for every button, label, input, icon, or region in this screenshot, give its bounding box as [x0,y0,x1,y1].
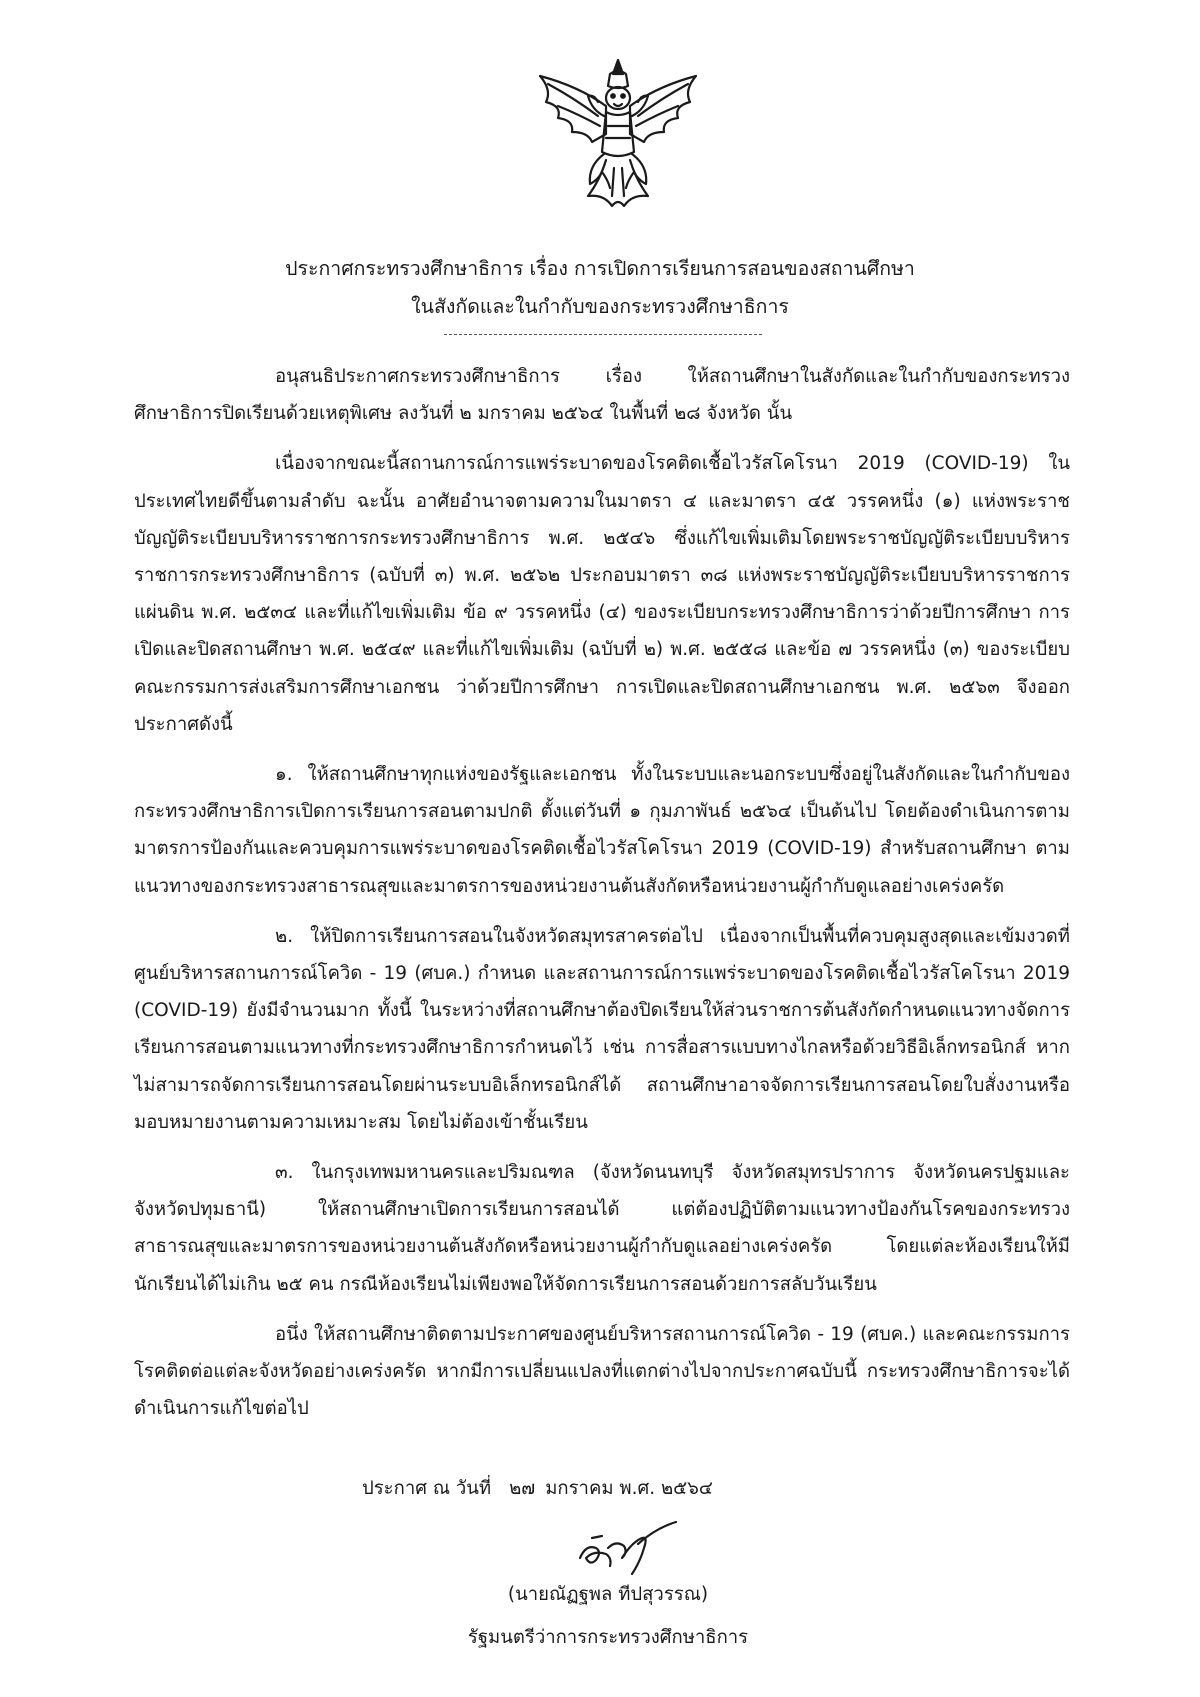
date-day: ๒๗ [509,1478,536,1499]
announcement-body [134,358,1070,1440]
paragraph-item-1: ๑. ให้สถานศึกษาทุกแห่งของรัฐและเอกชน ทั้งในระบบและนอกระบบซึ่งอยู่ในสังกัดและในกำกับของกระทรวงศึกษาธิการเปิดการเรียนการสอนตามปกติ ตั้งแต่วันที่ ๑ กุมภาพันธ์ ๒๕๖๔ เป็นต้นไป โดยต้องดำเนินการตามมาตรการป้องกันและควบคุมการแพร่ระบาดของโรคติดเชื้อไวรัสโคโรนา 2019 (COVID-19) สำหรับสถานศึกษา ตามแนวทางของกระทรวงสาธารณสุขและมาตรการของหน่วยงานต้นสังกัดหรือหน่วยงานผู้กำกับดูแลอย่างเคร่งครัด [134,764,1070,897]
paragraph-note: อนึ่ง ให้สถานศึกษาติดตามประกาศของศูนย์บริหารสถานการณ์โควิด - 19 (ศบค.) และคณะกรรมการโรคติดต่อแต่ละจังหวัดอย่างเคร่งครัด หากมีการเปลี่ยนแปลงที่แตกต่างไปจากประกาศฉบับนี้ กระทรวงศึกษาธิการจะได้ดำเนินการแก้ไขต่อไป [134,1323,1070,1420]
handwritten-signature-icon [572,1518,682,1578]
title-line-2: ในสังกัดและในกำกับของกระทรวงศึกษาธิการ [411,295,789,318]
garuda-emblem-icon [518,56,718,214]
paragraph-authority: เนื่องจากขณะนี้สถานการณ์การแพร่ระบาดของโรคติดเชื้อไวรัสโคโรนา 2019 (COVID-19) ในประเทศไทยดีขึ้นตามลำดับ ฉะนั้น อาศัยอำนาจตามความในมาตรา ๔ และมาตรา ๔๕ วรรคหนึ่ง (๑) แห่งพระราชบัญญัติระเบียบบริหารราชการกระทรวงศึกษาธิการ พ.ศ. ๒๕๔๖ ซึ่งแก้ไขเพิ่มเติมโดยพระราชบัญญัติระเบียบบริหารราชการกระทรวงศึกษาธิการ (ฉบับที่ ๓) พ.ศ. ๒๕๖๒ ประกอบมาตรา ๓๘ แห่งพระราชบัญญัติระเบียบบริหารราชการแผ่นดิน พ.ศ. ๒๕๓๔ และที่แก้ไขเพิ่มเติม ข้อ ๙ วรรคหนึ่ง (๔) ของระเบียบกระทรวงศึกษาธิการว่าด้วยปีการศึกษา การเปิดและปิดสถานศึกษา พ.ศ. ๒๕๔๙ และที่แก้ไขเพิ่มเติม (ฉบับที่ ๒) พ.ศ. ๒๕๕๘ และข้อ ๗ วรรคหนึ่ง (๓) ของระเบียบคณะกรรมการส่งเสริมการศึกษาเอกชน ว่าด้วยปีการศึกษา การเปิดและปิดสถานศึกษาเอกชน พ.ศ. ๒๕๖๓ จึงออกประกาศดังนี้ [134,453,1070,735]
paragraph-reference: อนุสนธิประกาศกระทรวงศึกษาธิการ เรื่อง ให้สถานศึกษาในสังกัดและในกำกับของกระทรวงศึกษาธิการปิดเรียนด้วยเหตุพิเศษ ลงวันที่ ๒ มกราคม ๒๕๖๔ ในพื้นที่ ๒๘ จังหวัด นั้น [134,366,1070,425]
announcement-date [362,1470,713,1507]
signer-name: (นายณัฏฐพล ทีปสุวรรณ) [507,1584,709,1605]
title-line-1: ประกาศกระทรวงศึกษาธิการ เรื่อง การเปิดการเรียนการสอนของสถานศึกษา [285,257,915,280]
paragraph-item-2: ๒. ให้ปิดการเรียนการสอนในจังหวัดสมุทรสาครต่อไป เนื่องจากเป็นพื้นที่ควบคุมสูงสุดและเข้มงวดที่ศูนย์บริหารสถานการณ์โควิด - 19 (ศบค.) กำหนด และสถานการณ์การแพร่ระบาดของโรคติดเชื้อไวรัสโคโรนา 2019 (COVID-19) ยังมีจำนวนมาก ทั้งนี้ ในระหว่างที่สถานศึกษาต้องปิดเรียนให้ส่วนราชการต้นสังกัดกำหนดแนวทางจัดการเรียนการสอนตามแนวทางที่กระทรวงศึกษาธิการกำหนดไว้ เช่น การสื่อสารแบบทางไกลหรือด้วยวิธีอิเล็กทรอนิกส์ หากไม่สามารถจัดการเรียนการสอนโดยผ่านระบบอิเล็กทรอนิกส์ได้ สถานศึกษาอาจจัดการเรียนการสอนโดยใบสั่งงานหรือมอบหมายงานตามความเหมาะสม โดยไม่ต้องเข้าชั้นเรียน [134,925,1070,1133]
title-divider [444,334,762,335]
paragraph-item-3: ๓. ในกรุงเทพมหานครและปริมณฑล (จังหวัดนนทบุรี จังหวัดสมุทรปราการ จังหวัดนครปฐมและจังหวัดปทุมธานี) ให้สถานศึกษาเปิดการเรียนการสอนได้ แต่ต้องปฏิบัติตามแนวทางป้องกันโรคของกระทรวงสาธารณสุขและมาตรการของหน่วยงานต้นสังกัดหรือหน่วยงานผู้กำกับดูแลอย่างเคร่งครัด โดยแต่ละห้องเรียนให้มีนักเรียนได้ไม่เกิน ๒๕ คน กรณีห้องเรียนไม่เพียงพอให้จัดการเรียนการสอนด้วยการสลับวันเรียน [134,1162,1070,1295]
date-month-year: มกราคม พ.ศ. ๒๕๖๔ [545,1478,713,1499]
date-prefix: ประกาศ ณ วันที่ [362,1478,492,1499]
signer-title: รัฐมนตรีว่าการกระทรวงศึกษาธิการ [467,1627,749,1648]
announcement-title [150,250,1050,326]
